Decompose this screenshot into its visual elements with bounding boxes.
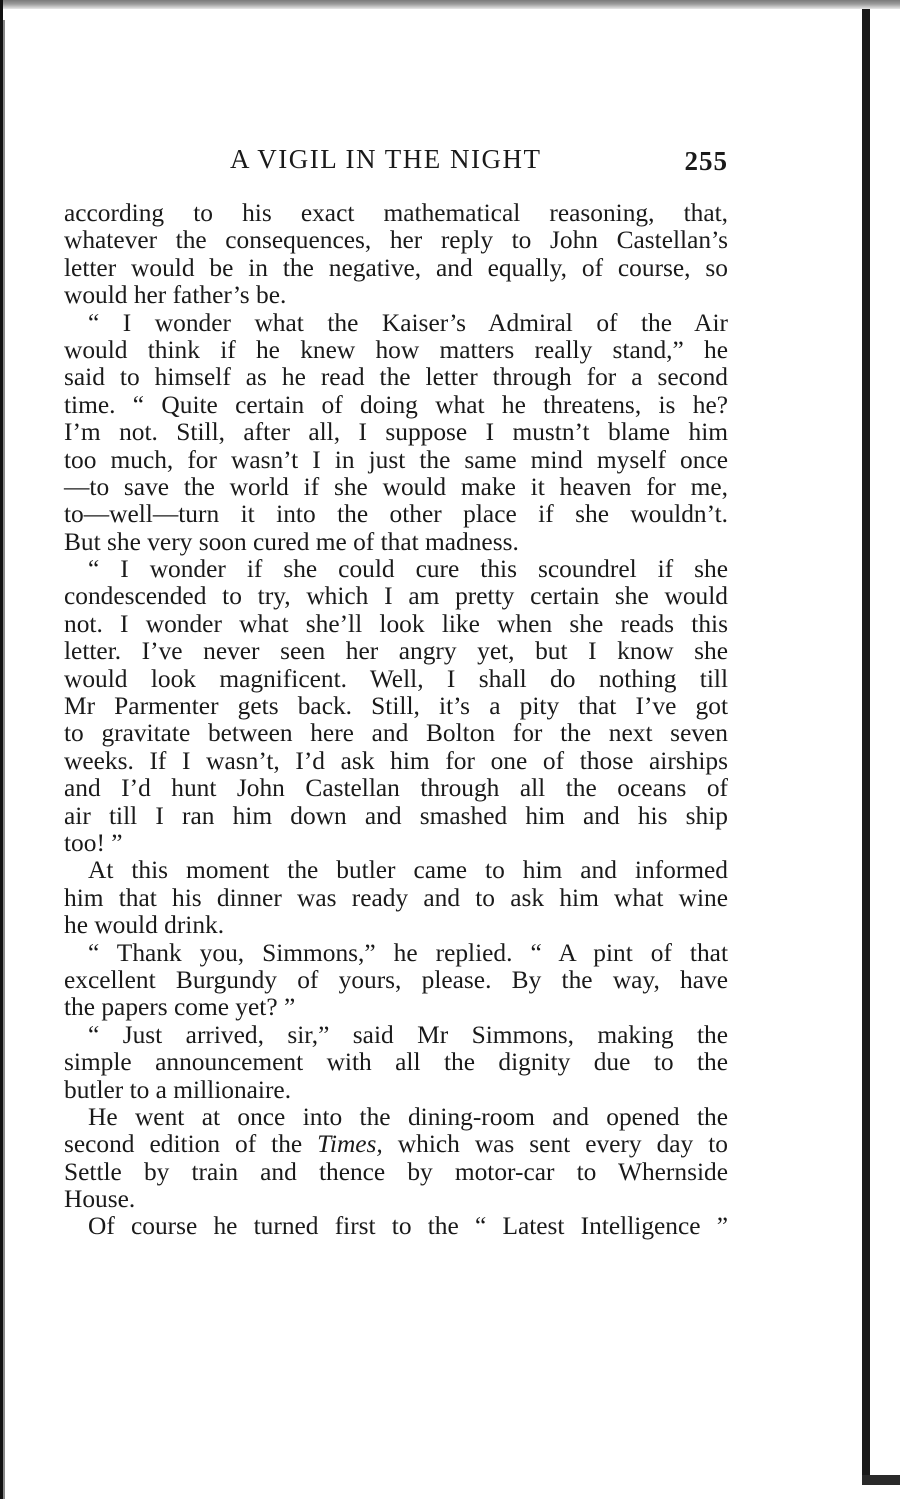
running-title: A VIGIL IN THE NIGHT bbox=[230, 144, 542, 174]
text-line: said to himself as he read the letter through for a second bbox=[64, 363, 728, 392]
text-line: “ I wonder if she could cure this scoundrel if she bbox=[88, 555, 728, 584]
text-line: “ Just arrived, sir,” said Mr Simmons, making the bbox=[88, 1020, 728, 1049]
text-line: “ I wonder what the Kaiser’s Admiral of the Air bbox=[88, 308, 728, 337]
body-text bbox=[64, 200, 728, 1241]
scan-margin-right bbox=[870, 9, 900, 1499]
text-line: to gravitate between here and Bolton for the next seven bbox=[64, 719, 728, 748]
text-line: he would drink. bbox=[64, 911, 225, 940]
text-line: Settle by train and thence by motor-car to Whernside bbox=[64, 1157, 728, 1186]
text-line: him that his dinner was ready and to ask him what wine bbox=[64, 883, 728, 912]
text-line: letter. I’ve never seen her angry yet, but I know she bbox=[64, 637, 728, 666]
running-head bbox=[64, 140, 732, 184]
scan-edge-top bbox=[0, 0, 900, 9]
text-line: letter would be in the negative, and equally, of course, so bbox=[64, 253, 728, 282]
text-line: —to save the world if she would make it heaven for me, bbox=[64, 472, 728, 501]
text-line: I’m not. Still, after all, I suppose I mustn’t blame him bbox=[64, 418, 728, 447]
text-line: “ Thank you, Simmons,” he replied. “ A pint of that bbox=[88, 938, 728, 967]
text-line: weeks. If I wasn’t, I’d ask him for one of those airships bbox=[64, 746, 728, 775]
text-line: would look magnificent. Well, I shall do nothing till bbox=[64, 664, 728, 693]
page-number: 255 bbox=[684, 146, 728, 176]
text-line: Of course he turned first to the “ Latest Intelligence ” bbox=[88, 1212, 728, 1241]
text-line: condescended to try, which I am pretty certain she would bbox=[64, 582, 728, 611]
text-line: Mr Parmenter gets back. Still, it’s a pity that I’ve got bbox=[64, 692, 728, 721]
text-line: time. “ Quite certain of doing what he threatens, is he? bbox=[64, 390, 728, 419]
text-line: simple announcement with all the dignity due to the bbox=[64, 1048, 728, 1077]
text-line: too much, for wasn’t I in just the same mind myself once bbox=[64, 445, 728, 474]
text-fragment: which was sent every day to bbox=[397, 1130, 728, 1159]
text-line: according to his exact mathematical reasoning, that, bbox=[64, 199, 728, 227]
text-line: not. I wonder what she’ll look like when she reads this bbox=[64, 609, 728, 638]
text-line: But she very soon cured me of that madness. bbox=[64, 527, 519, 556]
text-line: would her father’s be. bbox=[64, 281, 287, 310]
text-line: would think if he knew how matters really stand,” he bbox=[64, 335, 728, 364]
text-line: butler to a millionaire. bbox=[64, 1075, 292, 1104]
text-line: House. bbox=[64, 1185, 136, 1214]
text-line: He went at once into the dining-room and opened the bbox=[88, 1102, 728, 1131]
text-fragment: second edition of the bbox=[64, 1130, 303, 1159]
text-line: excellent Burgundy of yours, please. By the way, have bbox=[64, 965, 728, 994]
text-line bbox=[64, 1131, 728, 1158]
text-line: whatever the consequences, her reply to John Castellan’s bbox=[64, 226, 728, 255]
text-line: too! ” bbox=[64, 828, 123, 857]
text-line: and I’d hunt John Castellan through all the oceans of bbox=[64, 774, 728, 803]
text-line: to—well—turn it into the other place if she wouldn’t. bbox=[64, 500, 728, 529]
scan-edge-bottom bbox=[862, 1475, 900, 1485]
text-line: air till I ran him down and smashed him and his ship bbox=[64, 801, 728, 830]
italic-title-times: Times, bbox=[317, 1130, 383, 1159]
text-line: At this moment the butler came to him and informed bbox=[88, 856, 728, 885]
scan-edge-left-shadow bbox=[3, 20, 5, 1499]
scan-edge-right bbox=[862, 9, 870, 1479]
text-line: the papers come yet? ” bbox=[64, 993, 296, 1022]
